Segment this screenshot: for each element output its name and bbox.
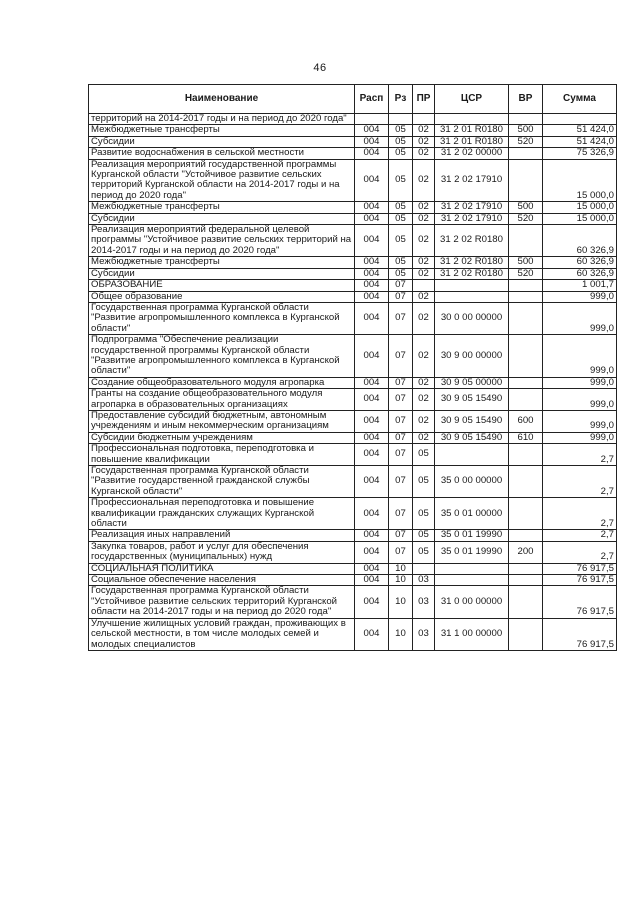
cell-pr: 02 (413, 136, 435, 147)
table-row (89, 159, 617, 202)
cell-sum: 76 917,5 (543, 563, 617, 574)
cell-vr (509, 377, 543, 388)
cell-vr: 600 (509, 410, 543, 432)
cell-csr: 31 2 02 R0180 (435, 225, 509, 257)
cell-rz: 07 (389, 410, 413, 432)
cell-sum: 999,0 (543, 389, 617, 411)
header-pr: ПР (413, 85, 435, 114)
cell-name: Субсидии (89, 213, 355, 224)
cell-sum: 75 326,9 (543, 148, 617, 159)
cell-csr (435, 563, 509, 574)
header-sum: Сумма (543, 85, 617, 114)
cell-vr: 200 (509, 541, 543, 563)
cell-rz: 10 (389, 563, 413, 574)
table-row (89, 257, 617, 268)
cell-vr (509, 225, 543, 257)
cell-rz: 07 (389, 291, 413, 302)
cell-csr (435, 444, 509, 466)
cell-name: территорий на 2014-2017 годы и на период до 2020 года" (89, 114, 355, 125)
cell-sum: 76 917,5 (543, 618, 617, 650)
cell-vr: 610 (509, 432, 543, 443)
cell-vr: 520 (509, 213, 543, 224)
cell-pr: 02 (413, 389, 435, 411)
table-row (89, 213, 617, 224)
cell-name: Государственная программа Курганской области "Развитие государственной гражданской службы Курганской области" (89, 466, 355, 498)
cell-rz: 05 (389, 213, 413, 224)
table-row (89, 202, 617, 213)
cell-rz: 10 (389, 586, 413, 618)
cell-vr (509, 148, 543, 159)
table-row (89, 444, 617, 466)
cell-csr: 31 2 02 17910 (435, 159, 509, 202)
cell-sum: 51 424,0 (543, 125, 617, 136)
cell-rasp: 004 (355, 466, 389, 498)
cell-name: Предоставление субсидий бюджетным, автономным учреждениям и иным некоммерческим организациям (89, 410, 355, 432)
table-header-row (89, 85, 617, 114)
cell-rz: 05 (389, 148, 413, 159)
cell-rz: 07 (389, 335, 413, 378)
cell-rasp: 004 (355, 389, 389, 411)
cell-rasp: 004 (355, 586, 389, 618)
table-row (89, 563, 617, 574)
cell-sum: 15 000,0 (543, 202, 617, 213)
table-row (89, 148, 617, 159)
cell-pr: 02 (413, 432, 435, 443)
cell-pr: 02 (413, 291, 435, 302)
cell-rasp: 004 (355, 268, 389, 279)
cell-rz: 05 (389, 136, 413, 147)
table-row (89, 114, 617, 125)
cell-pr: 03 (413, 586, 435, 618)
cell-rz: 05 (389, 268, 413, 279)
cell-rasp: 004 (355, 575, 389, 586)
cell-sum: 60 326,9 (543, 257, 617, 268)
cell-vr (509, 302, 543, 334)
header-name: Наименование (89, 85, 355, 114)
cell-sum: 2,7 (543, 466, 617, 498)
cell-name: Закупка товаров, работ и услуг для обеспечения государственных (муниципальных) нужд (89, 541, 355, 563)
cell-pr: 02 (413, 148, 435, 159)
cell-sum: 999,0 (543, 302, 617, 334)
cell-rz: 05 (389, 202, 413, 213)
cell-rz: 05 (389, 159, 413, 202)
cell-name: Социальное обеспечение населения (89, 575, 355, 586)
cell-rasp: 004 (355, 498, 389, 530)
cell-vr (509, 114, 543, 125)
cell-name: Государственная программа Курганской области "Устойчивое развитие сельских территорий Курганской области на 2014-2017 годы и на период до 2020 года" (89, 586, 355, 618)
cell-vr (509, 280, 543, 291)
cell-pr: 02 (413, 410, 435, 432)
cell-rasp: 004 (355, 377, 389, 388)
cell-pr (413, 280, 435, 291)
cell-sum: 2,7 (543, 498, 617, 530)
table-row (89, 586, 617, 618)
cell-csr: 35 0 00 00000 (435, 466, 509, 498)
cell-csr: 30 9 05 15490 (435, 410, 509, 432)
cell-vr (509, 335, 543, 378)
cell-rasp: 004 (355, 148, 389, 159)
cell-name: Создание общеобразовательного модуля агропарка (89, 377, 355, 388)
cell-rasp (355, 114, 389, 125)
cell-rz (389, 114, 413, 125)
table-body (89, 114, 617, 651)
cell-name: СОЦИАЛЬНАЯ ПОЛИТИКА (89, 563, 355, 574)
cell-csr: 30 9 05 15490 (435, 432, 509, 443)
cell-rasp: 004 (355, 530, 389, 541)
cell-rasp: 004 (355, 410, 389, 432)
cell-csr: 31 2 02 00000 (435, 148, 509, 159)
cell-sum: 60 326,9 (543, 268, 617, 279)
cell-name: Гранты на создание общеобразовательного модуля агропарка в образовательных организациях (89, 389, 355, 411)
cell-pr: 02 (413, 125, 435, 136)
cell-csr (435, 575, 509, 586)
cell-name: Государственная программа Курганской области "Развитие агропромышленного комплекса в Курганской области" (89, 302, 355, 334)
cell-sum: 15 000,0 (543, 213, 617, 224)
cell-sum: 999,0 (543, 377, 617, 388)
cell-vr: 520 (509, 268, 543, 279)
cell-pr: 05 (413, 498, 435, 530)
cell-name: Субсидии бюджетным учреждениям (89, 432, 355, 443)
cell-vr (509, 586, 543, 618)
cell-sum: 999,0 (543, 432, 617, 443)
cell-name: Подпрограмма "Обеспечение реализации государственной программы Курганской области "Развитие агропромышленного комплекса в Курганской области" (89, 335, 355, 378)
cell-rasp: 004 (355, 444, 389, 466)
cell-sum: 76 917,5 (543, 575, 617, 586)
cell-rz: 07 (389, 280, 413, 291)
cell-sum: 2,7 (543, 444, 617, 466)
cell-rasp: 004 (355, 335, 389, 378)
table-row (89, 410, 617, 432)
table-row (89, 618, 617, 650)
cell-rz: 10 (389, 618, 413, 650)
cell-csr: 35 0 01 00000 (435, 498, 509, 530)
cell-pr: 05 (413, 541, 435, 563)
header-rz: Рз (389, 85, 413, 114)
cell-csr: 35 0 01 19990 (435, 530, 509, 541)
cell-csr: 30 9 00 00000 (435, 335, 509, 378)
cell-vr: 520 (509, 136, 543, 147)
cell-name: Реализация мероприятий государственной программы Курганской области "Устойчивое развитие сельских территорий Курганской области на 2014-2017 годы и на период до 2020 года" (89, 159, 355, 202)
cell-rasp: 004 (355, 291, 389, 302)
cell-rasp: 004 (355, 618, 389, 650)
cell-pr: 02 (413, 268, 435, 279)
cell-rz: 07 (389, 444, 413, 466)
cell-csr (435, 114, 509, 125)
cell-rz: 07 (389, 432, 413, 443)
cell-csr: 30 9 05 00000 (435, 377, 509, 388)
header-csr: ЦСР (435, 85, 509, 114)
table-row (89, 280, 617, 291)
cell-rasp: 004 (355, 202, 389, 213)
cell-rasp: 004 (355, 213, 389, 224)
cell-name: Межбюджетные трансферты (89, 125, 355, 136)
cell-rz: 07 (389, 541, 413, 563)
table-row (89, 541, 617, 563)
cell-sum: 76 917,5 (543, 586, 617, 618)
page-number: 46 (313, 62, 327, 74)
cell-csr: 31 2 01 R0180 (435, 136, 509, 147)
cell-rasp: 004 (355, 432, 389, 443)
cell-name: Межбюджетные трансферты (89, 257, 355, 268)
cell-pr: 02 (413, 302, 435, 334)
cell-rz: 07 (389, 466, 413, 498)
cell-rasp: 004 (355, 280, 389, 291)
table-row (89, 432, 617, 443)
cell-pr: 03 (413, 618, 435, 650)
cell-vr (509, 530, 543, 541)
cell-csr: 30 9 05 15490 (435, 389, 509, 411)
cell-vr: 500 (509, 257, 543, 268)
cell-rz: 07 (389, 530, 413, 541)
cell-pr: 02 (413, 377, 435, 388)
table-row (89, 302, 617, 334)
table-row (89, 125, 617, 136)
cell-name: Реализация мероприятий федеральной целевой программы "Устойчивое развитие сельских территорий на 2014-2017 годы и на период до 2020 года" (89, 225, 355, 257)
header-rasp: Расп (355, 85, 389, 114)
table-row (89, 575, 617, 586)
cell-name: Общее образование (89, 291, 355, 302)
cell-vr: 500 (509, 125, 543, 136)
cell-vr (509, 159, 543, 202)
cell-rz: 07 (389, 498, 413, 530)
cell-rz: 07 (389, 302, 413, 334)
cell-name: Реализация иных направлений (89, 530, 355, 541)
cell-rasp: 004 (355, 302, 389, 334)
table-row (89, 389, 617, 411)
cell-sum (543, 114, 617, 125)
cell-name: Субсидии (89, 136, 355, 147)
cell-name: Субсидии (89, 268, 355, 279)
cell-vr (509, 466, 543, 498)
cell-sum: 999,0 (543, 335, 617, 378)
cell-name: Развитие водоснабжения в сельской местности (89, 148, 355, 159)
cell-vr (509, 291, 543, 302)
cell-pr: 02 (413, 225, 435, 257)
cell-csr: 31 2 02 17910 (435, 202, 509, 213)
cell-csr: 31 0 00 00000 (435, 586, 509, 618)
cell-rz: 05 (389, 225, 413, 257)
cell-vr (509, 575, 543, 586)
cell-rasp: 004 (355, 159, 389, 202)
cell-vr (509, 444, 543, 466)
cell-rz: 07 (389, 377, 413, 388)
table-row (89, 466, 617, 498)
cell-csr: 30 0 00 00000 (435, 302, 509, 334)
table-row (89, 291, 617, 302)
cell-sum: 2,7 (543, 541, 617, 563)
cell-pr: 02 (413, 213, 435, 224)
cell-rasp: 004 (355, 563, 389, 574)
table-row (89, 225, 617, 257)
cell-csr (435, 291, 509, 302)
table-row (89, 498, 617, 530)
cell-sum: 2,7 (543, 530, 617, 541)
cell-csr: 31 2 02 17910 (435, 213, 509, 224)
cell-sum: 1 001,7 (543, 280, 617, 291)
cell-pr: 02 (413, 335, 435, 378)
cell-vr (509, 563, 543, 574)
cell-vr (509, 498, 543, 530)
cell-pr: 02 (413, 257, 435, 268)
table-row (89, 335, 617, 378)
cell-csr: 31 2 02 R0180 (435, 257, 509, 268)
cell-csr: 31 2 02 R0180 (435, 268, 509, 279)
cell-sum: 999,0 (543, 291, 617, 302)
cell-rasp: 004 (355, 136, 389, 147)
cell-name: Профессиональная подготовка, переподготовка и повышение квалификации (89, 444, 355, 466)
cell-pr: 02 (413, 202, 435, 213)
table-row (89, 377, 617, 388)
cell-rz: 05 (389, 125, 413, 136)
cell-vr (509, 389, 543, 411)
cell-name: ОБРАЗОВАНИЕ (89, 280, 355, 291)
cell-csr: 31 1 00 00000 (435, 618, 509, 650)
cell-rz: 10 (389, 575, 413, 586)
cell-pr: 05 (413, 466, 435, 498)
cell-vr (509, 618, 543, 650)
cell-pr (413, 563, 435, 574)
cell-sum: 15 000,0 (543, 159, 617, 202)
cell-sum: 999,0 (543, 410, 617, 432)
cell-vr: 500 (509, 202, 543, 213)
cell-rasp: 004 (355, 541, 389, 563)
cell-pr (413, 114, 435, 125)
cell-name: Профессиональная переподготовка и повышение квалификации гражданских служащих Курганской области (89, 498, 355, 530)
header-vr: ВР (509, 85, 543, 114)
cell-sum: 51 424,0 (543, 136, 617, 147)
cell-rasp: 004 (355, 225, 389, 257)
cell-rasp: 004 (355, 257, 389, 268)
cell-name: Межбюджетные трансферты (89, 202, 355, 213)
cell-csr: 31 2 01 R0180 (435, 125, 509, 136)
cell-rasp: 004 (355, 125, 389, 136)
cell-rz: 05 (389, 257, 413, 268)
table-row (89, 268, 617, 279)
cell-pr: 03 (413, 575, 435, 586)
cell-pr: 05 (413, 530, 435, 541)
table-row (89, 530, 617, 541)
cell-csr: 35 0 01 19990 (435, 541, 509, 563)
cell-pr: 05 (413, 444, 435, 466)
cell-pr: 02 (413, 159, 435, 202)
cell-sum: 60 326,9 (543, 225, 617, 257)
table-row (89, 136, 617, 147)
cell-name: Улучшение жилищных условий граждан, проживающих в сельской местности, в том числе молодых семей и молодых специалистов (89, 618, 355, 650)
budget-table (88, 84, 617, 651)
cell-rz: 07 (389, 389, 413, 411)
cell-csr (435, 280, 509, 291)
